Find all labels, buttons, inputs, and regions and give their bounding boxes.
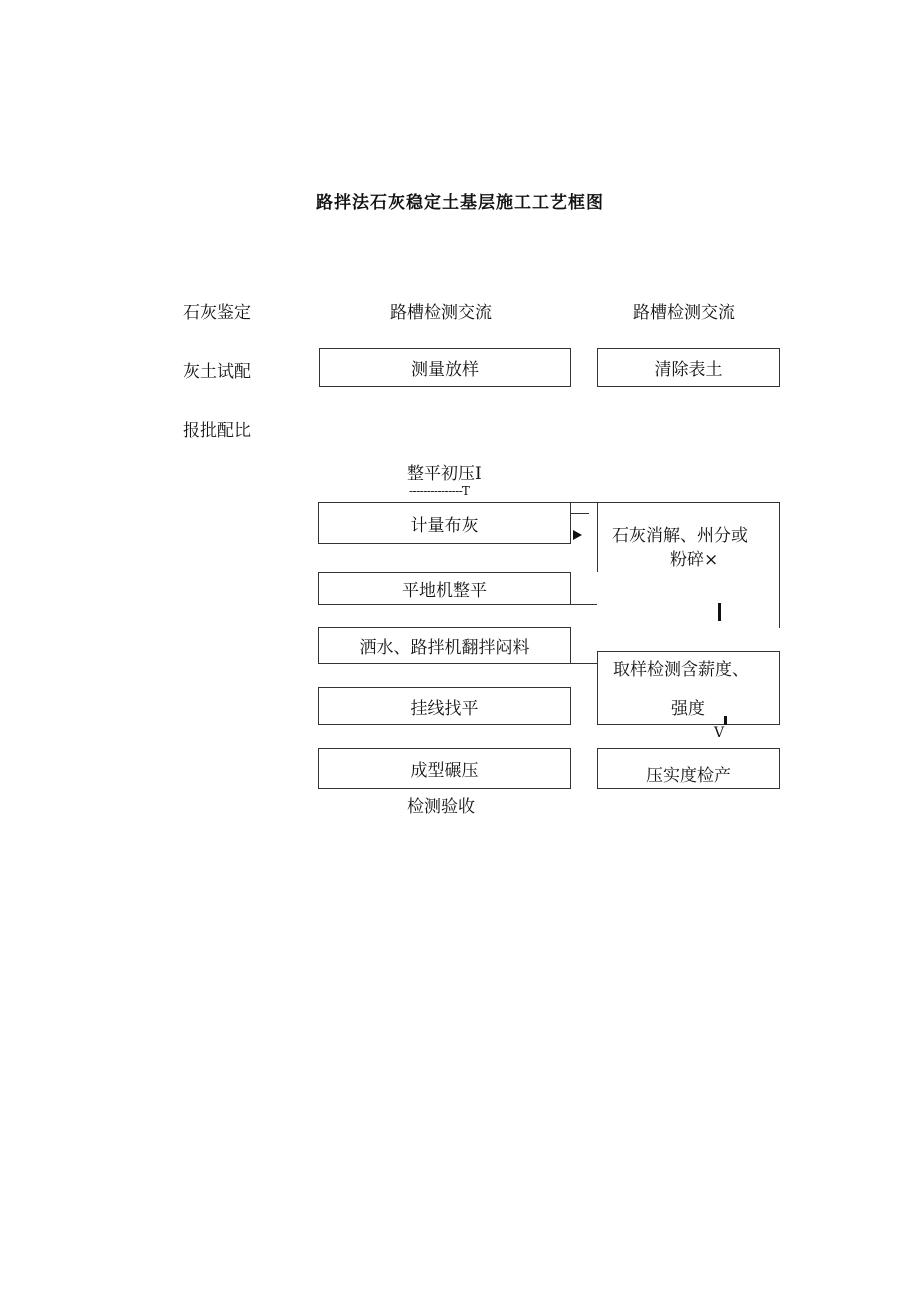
box-survey-setout — [319, 348, 571, 387]
box-spread-lime-text: 计量布灰 — [410, 515, 479, 536]
arrow-right-icon — [573, 530, 582, 540]
header-right: 路槽检测交流 — [633, 303, 735, 323]
box-rolling — [318, 748, 571, 789]
label-lime-slaking: 石灰消解、州分或 — [612, 526, 748, 546]
box-spread-lime — [318, 502, 571, 544]
box-water-mix — [318, 627, 571, 664]
slaking-frame-top — [597, 502, 780, 503]
slaking-frame-left — [597, 502, 598, 572]
label-inspection: 检测验收 — [407, 797, 475, 817]
header-center: 路槽检测交流 — [390, 303, 492, 323]
box-sampling-test-text-line2: 强度 — [671, 699, 705, 719]
v-marker: V — [714, 725, 725, 741]
box-survey-setout-text: 测量放样 — [411, 360, 479, 380]
box-clear-topsoil-text: 清除表土 — [654, 360, 723, 380]
diagram-title: 路拌法石灰稳定土基层施工工艺框图 — [316, 193, 604, 213]
label-report-ratio: 报批配比 — [183, 421, 251, 441]
box-compaction-test-text: 压实度检产 — [646, 766, 731, 786]
box-string-level — [318, 687, 571, 725]
box-rolling-text: 成型碾压 — [410, 761, 479, 781]
box-sampling-test-text: 取样检测含薪度、 — [613, 660, 749, 680]
box-compaction-test — [597, 748, 780, 789]
slaking-frame-right — [779, 502, 780, 628]
box-water-mix-text: 洒水、路拌机翻拌闷料 — [359, 638, 530, 658]
label-lime-slaking-line2: 粉碎× — [670, 550, 719, 570]
box-grader-leveling-text: 平地机整平 — [402, 581, 487, 601]
connector-mid-line — [571, 513, 589, 514]
label-soil-trial-mix: 灰土试配 — [183, 362, 251, 382]
label-level-initial-press: 整平初压I — [407, 464, 482, 484]
box-sampling-test — [597, 651, 780, 725]
connector-grader-line — [571, 604, 597, 605]
connector-top-line — [571, 502, 597, 503]
dash-marker: ---------------T — [409, 484, 470, 498]
box-clear-topsoil — [597, 348, 780, 387]
connector-water-line — [571, 663, 597, 664]
thick-marker-upper — [718, 603, 721, 621]
box-string-level-text: 挂线找平 — [410, 698, 479, 719]
thick-marker-lower — [724, 716, 727, 725]
box-grader-leveling — [318, 572, 571, 605]
label-lime-appraisal: 石灰鉴定 — [183, 303, 251, 323]
